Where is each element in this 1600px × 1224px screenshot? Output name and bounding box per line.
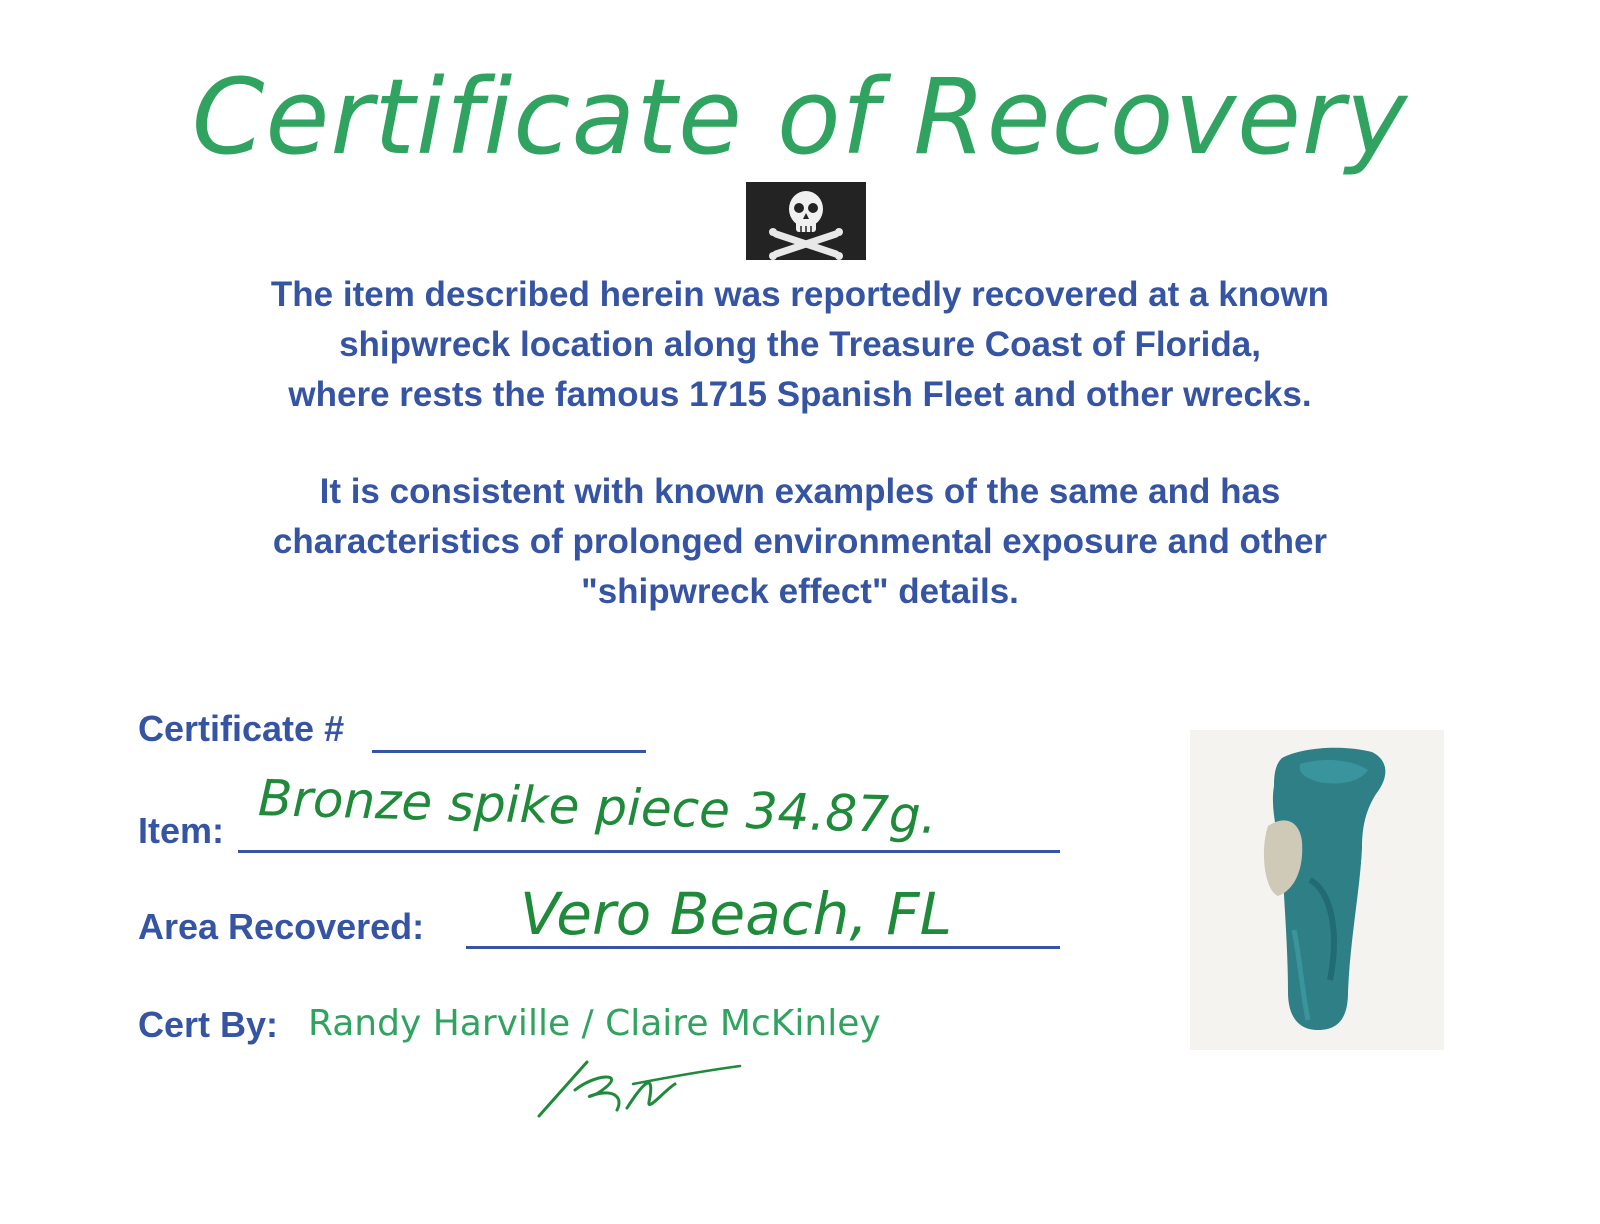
statement-line: The item described herein was reportedly recovered at a known [270, 275, 1330, 314]
certificate-number-field [372, 750, 646, 753]
signature [535, 1050, 745, 1120]
statement-line: characteristics of prolonged environmental exposure and other [272, 522, 1328, 561]
consistency-statement [100, 467, 1500, 617]
statement-line: "shipwreck effect" details. [581, 572, 1019, 611]
recovery-statement [100, 270, 1500, 420]
statement-line: shipwreck location along the Treasure Coast of Florida, [339, 325, 1261, 364]
item-label: Item: [138, 810, 225, 851]
artifact-photo [1190, 730, 1444, 1050]
cert-by-value: Randy Harville / Claire McKinley [308, 1003, 881, 1044]
statement-line: It is consistent with known examples of the same and has [319, 472, 1281, 511]
jolly-roger-icon [746, 182, 866, 260]
area-recovered-value: Vero Beach, FL [520, 880, 952, 948]
item-underline [238, 850, 1060, 853]
item-value: Bronze spike piece 34.87g. [257, 769, 938, 845]
certificate-title: Certificate of Recovery [191, 56, 1409, 178]
statement-line: where rests the famous 1715 Spanish Fleet and other wrecks. [288, 375, 1312, 414]
area-recovered-label: Area Recovered: [138, 906, 425, 947]
cert-by-label: Cert By: [138, 1004, 279, 1045]
certificate-number-label: Certificate # [138, 708, 345, 749]
